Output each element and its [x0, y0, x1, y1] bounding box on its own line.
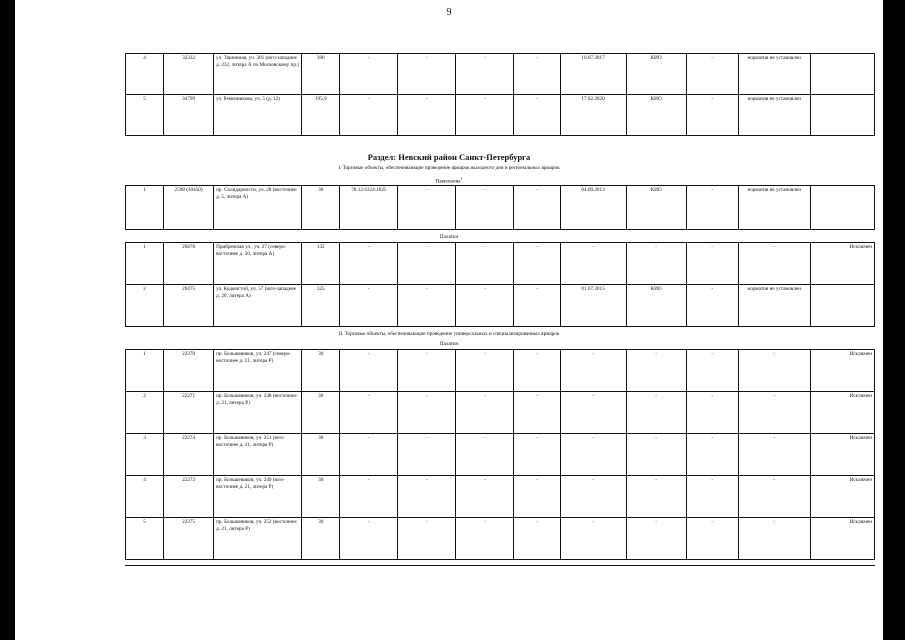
cell-date: -: [560, 476, 626, 518]
cell-c8: -: [514, 350, 560, 392]
cell-area: 30: [302, 434, 340, 476]
cell-org: КИО: [626, 95, 686, 136]
cell-note: [810, 95, 874, 136]
table-row: [126, 285, 875, 327]
cell-c11: -: [686, 518, 738, 560]
cell-c11: -: [686, 186, 738, 230]
cell-date: -: [560, 392, 626, 434]
cell-c7: -: [456, 243, 514, 285]
cell-status: -: [738, 243, 810, 285]
cell-org: -: [626, 434, 686, 476]
cell-area: 30: [302, 350, 340, 392]
table-row: [126, 186, 875, 230]
document-page: [15, 0, 883, 640]
cell-c6: -: [398, 186, 456, 230]
cell-c11: -: [686, 243, 738, 285]
cell-n: 5: [126, 518, 164, 560]
cell-area: 132: [302, 243, 340, 285]
cell-address: пр. Большевиков, уч. 252 (восточнее д. 21, литера Р): [214, 518, 302, 560]
cell-address: Прибрежная ул., уч. 27 (северо-восточнее д. 20, литера А): [214, 243, 302, 285]
cell-status: -: [738, 350, 810, 392]
cell-area: 325: [302, 285, 340, 327]
cell-org: -: [626, 518, 686, 560]
cell-id: 20475: [164, 285, 214, 327]
cell-date: -: [560, 350, 626, 392]
cell-status: норматив не установлен: [738, 186, 810, 230]
cell-c8: -: [514, 434, 560, 476]
cell-address: пр. Большевиков, уч. 247 (северо-восточнее д. 21, литера Р): [214, 350, 302, 392]
table-row: [126, 392, 875, 434]
cell-c5: -: [340, 95, 398, 136]
cell-date: 04.09.2013: [560, 186, 626, 230]
cell-date: -: [560, 518, 626, 560]
cell-area: 30: [302, 392, 340, 434]
cell-status: -: [738, 476, 810, 518]
table-row: [126, 350, 875, 392]
tents-table-1: [125, 242, 875, 327]
cell-n: 1: [126, 350, 164, 392]
cell-date: -: [560, 243, 626, 285]
table-row: [126, 54, 875, 95]
cell-c6: -: [398, 350, 456, 392]
cell-date: 01.07.2015: [560, 285, 626, 327]
cell-n: 1: [126, 186, 164, 230]
cell-c11: -: [686, 285, 738, 327]
cell-note: Исключен: [810, 243, 874, 285]
cell-n: 4: [126, 54, 164, 95]
cell-c5: -: [340, 350, 398, 392]
cell-c7: -: [456, 54, 514, 95]
cell-org: КИО: [626, 285, 686, 327]
cell-id: 32332: [164, 54, 214, 95]
cell-c7: -: [456, 518, 514, 560]
cell-c11: -: [686, 350, 738, 392]
cell-address: пр. Большевиков, уч. 251 (юго-восточнее д. 21, литера Р): [214, 434, 302, 476]
cell-note: [810, 54, 874, 95]
cell-c7: -: [456, 434, 514, 476]
top-table: [125, 53, 875, 136]
cell-c6: -: [398, 392, 456, 434]
cell-c7: -: [456, 392, 514, 434]
cell-c11: -: [686, 434, 738, 476]
cell-c7: -: [456, 476, 514, 518]
section-subtitle-ii: II. Торговые объекты, обеспечивающие проведение универсальных и специализированных ярмарок: [338, 331, 560, 337]
cell-status: -: [738, 518, 810, 560]
cell-area: 30: [302, 476, 340, 518]
cell-status: -: [738, 434, 810, 476]
cell-n: 2: [126, 392, 164, 434]
pavilions-label: Павильоны$^1$: [435, 176, 463, 185]
cell-org: -: [626, 243, 686, 285]
cell-note: Исключен: [810, 476, 874, 518]
cell-status: норматив не установлен: [738, 54, 810, 95]
cell-note: Исключен: [810, 518, 874, 560]
cell-date: 10.07.2017: [560, 54, 626, 95]
cell-org: -: [626, 350, 686, 392]
cell-status: -: [738, 392, 810, 434]
table-row: [126, 434, 875, 476]
cell-c8: -: [514, 518, 560, 560]
cell-org: -: [626, 392, 686, 434]
cell-address: пр. Большевиков, уч. 248 (восточнее д. 21, литера Р): [214, 392, 302, 434]
top-table-body: [126, 54, 875, 136]
cell-c6: -: [398, 95, 456, 136]
pavilions-table-body: [126, 186, 875, 230]
cell-c6: -: [398, 243, 456, 285]
table-row: [126, 476, 875, 518]
cell-note: Исключен: [810, 434, 874, 476]
cell-area: 195,9: [302, 95, 340, 136]
cell-id: 20478: [164, 243, 214, 285]
cell-c7: -: [456, 285, 514, 327]
cell-area: 30: [302, 518, 340, 560]
table-row: [126, 243, 875, 285]
cell-c7: -: [456, 350, 514, 392]
cell-id: 22272: [164, 476, 214, 518]
tents-label-2: Палатки: [439, 341, 459, 347]
cell-date: 17.02.2020: [560, 95, 626, 136]
cell-address: ул. Ремизникова, уч. 5 (д. 12): [214, 95, 302, 136]
cell-id: 22271: [164, 392, 214, 434]
cell-c8: -: [514, 476, 560, 518]
cell-c5: -: [340, 54, 398, 95]
cell-address: пр. Солидарности, уч. 28 (восточнее д. 5, литера А): [214, 186, 302, 230]
cell-c5: -: [340, 518, 398, 560]
cell-note: Исключен: [810, 350, 874, 392]
cell-area: 300: [302, 54, 340, 95]
page-number: 9: [446, 7, 452, 18]
cell-c7: -: [456, 186, 514, 230]
cell-address: пр. Большевиков, уч. 249 (юго-восточнее д. 21, литера Р): [214, 476, 302, 518]
cell-n: 2: [126, 285, 164, 327]
cell-n: 3: [126, 434, 164, 476]
cell-c7: -: [456, 95, 514, 136]
cell-c11: -: [686, 392, 738, 434]
cell-c11: -: [686, 476, 738, 518]
cell-c8: -: [514, 186, 560, 230]
section-title: Раздел: Невский район Санкт-Петербурга: [367, 152, 531, 162]
cell-address: ул. Кодынгтой, уч. 57 (юго-западнее д. 20, литера А): [214, 285, 302, 327]
cell-c5: -: [340, 434, 398, 476]
cell-id: 22275: [164, 518, 214, 560]
cell-note: Исключен: [810, 392, 874, 434]
tents-table-2-body: [126, 350, 875, 560]
cell-c11: -: [686, 95, 738, 136]
cell-c8: -: [514, 243, 560, 285]
cell-c5: -: [340, 476, 398, 518]
cell-c5: -: [340, 243, 398, 285]
table-row: [126, 95, 875, 136]
cell-c11: -: [686, 54, 738, 95]
cell-id: 2598 (30450): [164, 186, 214, 230]
tents-table-2: [125, 349, 875, 560]
cell-address: ул. Тяшинная, уч. 301 (юго-западнее д. 232, литера А по Московскому пр.): [214, 54, 302, 95]
cell-n: 4: [126, 476, 164, 518]
cell-c5: -: [340, 392, 398, 434]
cell-c6: -: [398, 434, 456, 476]
tents-table-1-body: [126, 243, 875, 327]
cell-area: 30: [302, 186, 340, 230]
cell-org: КИО: [626, 186, 686, 230]
cell-id: 22270: [164, 350, 214, 392]
cell-org: -: [626, 476, 686, 518]
cell-c8: -: [514, 392, 560, 434]
cell-c8: -: [514, 54, 560, 95]
cell-status: норматив не установлен: [738, 285, 810, 327]
cell-date: -: [560, 434, 626, 476]
cell-status: норматив не установлен: [738, 95, 810, 136]
cell-c6: -: [398, 476, 456, 518]
cell-c8: -: [514, 285, 560, 327]
cell-cadastral: 78:12:6324:1025: [340, 186, 398, 230]
cell-c5: -: [340, 285, 398, 327]
cell-id: 22274: [164, 434, 214, 476]
tents-label-1: Палатки: [439, 234, 459, 240]
cell-note: [810, 285, 874, 327]
cell-c6: -: [398, 285, 456, 327]
cell-org: КИО: [626, 54, 686, 95]
table-row: [126, 518, 875, 560]
bottom-rule: [125, 565, 875, 566]
cell-c8: -: [514, 95, 560, 136]
pavilions-table: [125, 185, 875, 230]
cell-note: [810, 186, 874, 230]
cell-n: 5: [126, 95, 164, 136]
cell-c6: -: [398, 518, 456, 560]
cell-id: 34799: [164, 95, 214, 136]
cell-n: 1: [126, 243, 164, 285]
cell-c6: -: [398, 54, 456, 95]
section-subtitle-i: I. Торговые объекты, обеспечивающие проведение ярмарок выходного дня и региональных ярмарок: [338, 165, 560, 171]
